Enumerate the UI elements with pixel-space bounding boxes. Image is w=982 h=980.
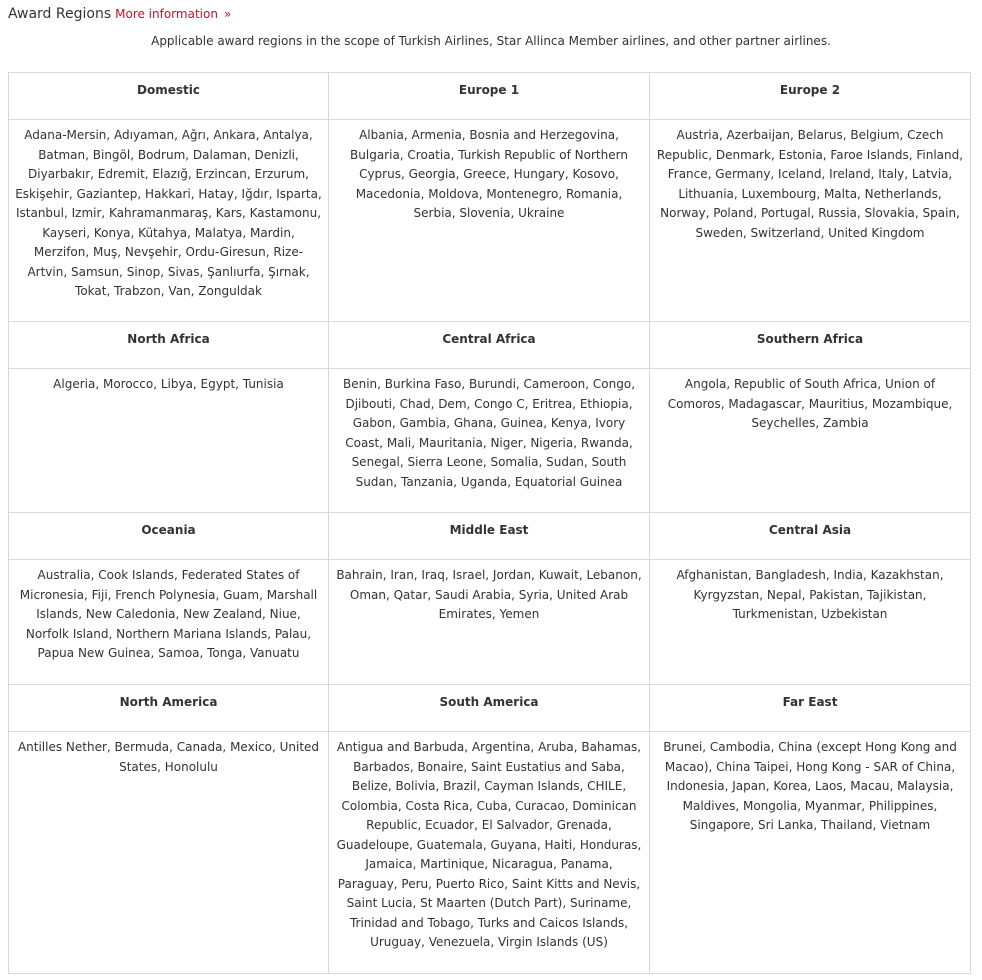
more-information-link[interactable] bbox=[115, 7, 231, 21]
region-countries: Austria, Azerbaijan, Belarus, Belgium, Czech Republic, Denmark, Estonia, Faroe Islands, Finland, France, Germany, Iceland, Ireland, Italy, Latvia, Lithuania, Luxembourg, Malta, Netherlands, Norway, Poland, Portugal, Russia, Slovakia, Spain, Sweden, Switzerland, United Kingdom bbox=[650, 120, 971, 322]
region-countries: Albania, Armenia, Bosnia and Herzegovina, Bulgaria, Croatia, Turkish Republic of Northern Cyprus, Georgia, Greece, Hungary, Kosovo, Macedonia, Moldova, Montenegro, Romania, Serbia, Slovenia, Ukraine bbox=[329, 120, 650, 322]
page-title: Award Regions bbox=[8, 6, 112, 22]
table-row bbox=[9, 120, 971, 322]
region-countries: Angola, Republic of South Africa, Union of Comoros, Madagascar, Mauritius, Mozambique, Seychelles, Zambia bbox=[650, 369, 971, 513]
region-countries: Antigua and Barbuda, Argentina, Aruba, Bahamas, Barbados, Bonaire, Saint Eustatius and Saba, Belize, Bolivia, Brazil, Cayman Islands, CHILE, Colombia, Costa Rica, Cuba, Curacao, Dominican Republic, Ecuador, El Salvador, Grenada, Guadeloupe, Guatemala, Guyana, Haiti, Honduras, Jamaica, Martinique, Nicaragua, Panama, Paraguay, Peru, Puerto Rico, Saint Kitts and Nevis, Saint Lucia, St Maarten (Dutch Part), Suriname, Trinidad and Tobago, Turks and Caicos Islands, Uruguay, Venezuela, Virgin Islands (US) bbox=[329, 732, 650, 974]
region-countries: Algeria, Morocco, Libya, Egypt, Tunisia bbox=[9, 369, 329, 513]
region-name: South America bbox=[329, 685, 650, 732]
award-regions-table bbox=[8, 72, 971, 974]
table-row bbox=[9, 560, 971, 685]
more-information-label: More information bbox=[115, 7, 218, 21]
table-row bbox=[9, 732, 971, 974]
region-name: Europe 2 bbox=[650, 73, 971, 120]
double-chevron-right-icon: » bbox=[223, 7, 232, 21]
region-countries: Australia, Cook Islands, Federated States of Micronesia, Fiji, French Polynesia, Guam, Marshall Islands, New Caledonia, New Zealand, Niue, Norfolk Island, Northern Mariana Islands, Palau, Papua New Guinea, Samoa, Tonga, Vanuatu bbox=[9, 560, 329, 685]
region-name: Central Asia bbox=[650, 513, 971, 560]
table-header-row bbox=[9, 322, 971, 369]
table-header-row bbox=[9, 73, 971, 120]
table-row bbox=[9, 369, 971, 513]
region-countries: Bahrain, Iran, Iraq, Israel, Jordan, Kuwait, Lebanon, Oman, Qatar, Saudi Arabia, Syria, United Arab Emirates, Yemen bbox=[329, 560, 650, 685]
region-countries: Adana-Mersin, Adıyaman, Ağrı, Ankara, Antalya, Batman, Bingöl, Bodrum, Dalaman, Denizli, Diyarbakır, Edremit, Elazığ, Erzincan, Erzurum, Eskişehir, Gaziantep, Hakkari, Hatay, Iğdır, Isparta, Istanbul, Izmir, Kahramanmaraş, Kars, Kastamonu, Kayseri, Konya, Kütahya, Malatya, Mardin, Merzifon, Muş, Nevşehir, Ordu-Giresun, Rize-Artvin, Samsun, Sinop, Sivas, Şanlıurfa, Şırnak, Tokat, Trabzon, Van, Zonguldak bbox=[9, 120, 329, 322]
region-name: North America bbox=[9, 685, 329, 732]
region-countries: Benin, Burkina Faso, Burundi, Cameroon, Congo, Djibouti, Chad, Dem, Congo C, Eritrea, Ethiopia, Gabon, Gambia, Ghana, Guinea, Kenya, Ivory Coast, Mali, Mauritania, Niger, Nigeria, Rwanda, Senegal, Sierra Leone, Somalia, Sudan, South Sudan, Tanzania, Uganda, Equatorial Guinea bbox=[329, 369, 650, 513]
regions-description: Applicable award regions in the scope of Turkish Airlines, Star Allinca Member airlines, and other partner airlines. bbox=[151, 34, 831, 48]
region-name: North Africa bbox=[9, 322, 329, 369]
region-name: Oceania bbox=[9, 513, 329, 560]
region-countries: Afghanistan, Bangladesh, India, Kazakhstan, Kyrgyzstan, Nepal, Pakistan, Tajikistan, Turkmenistan, Uzbekistan bbox=[650, 560, 971, 685]
region-countries: Brunei, Cambodia, China (except Hong Kong and Macao), China Taipei, Hong Kong - SAR of China, Indonesia, Japan, Korea, Laos, Macau, Malaysia, Maldives, Mongolia, Myanmar, Philippines, Singapore, Sri Lanka, Thailand, Vietnam bbox=[650, 732, 971, 974]
region-name: Far East bbox=[650, 685, 971, 732]
region-name: Central Africa bbox=[329, 322, 650, 369]
table-header-row bbox=[9, 513, 971, 560]
region-countries: Antilles Nether, Bermuda, Canada, Mexico, United States, Honolulu bbox=[9, 732, 329, 974]
region-name: Middle East bbox=[329, 513, 650, 560]
region-name: Europe 1 bbox=[329, 73, 650, 120]
page-header bbox=[8, 4, 231, 24]
region-name: Southern Africa bbox=[650, 322, 971, 369]
region-name: Domestic bbox=[9, 73, 329, 120]
table-header-row bbox=[9, 685, 971, 732]
